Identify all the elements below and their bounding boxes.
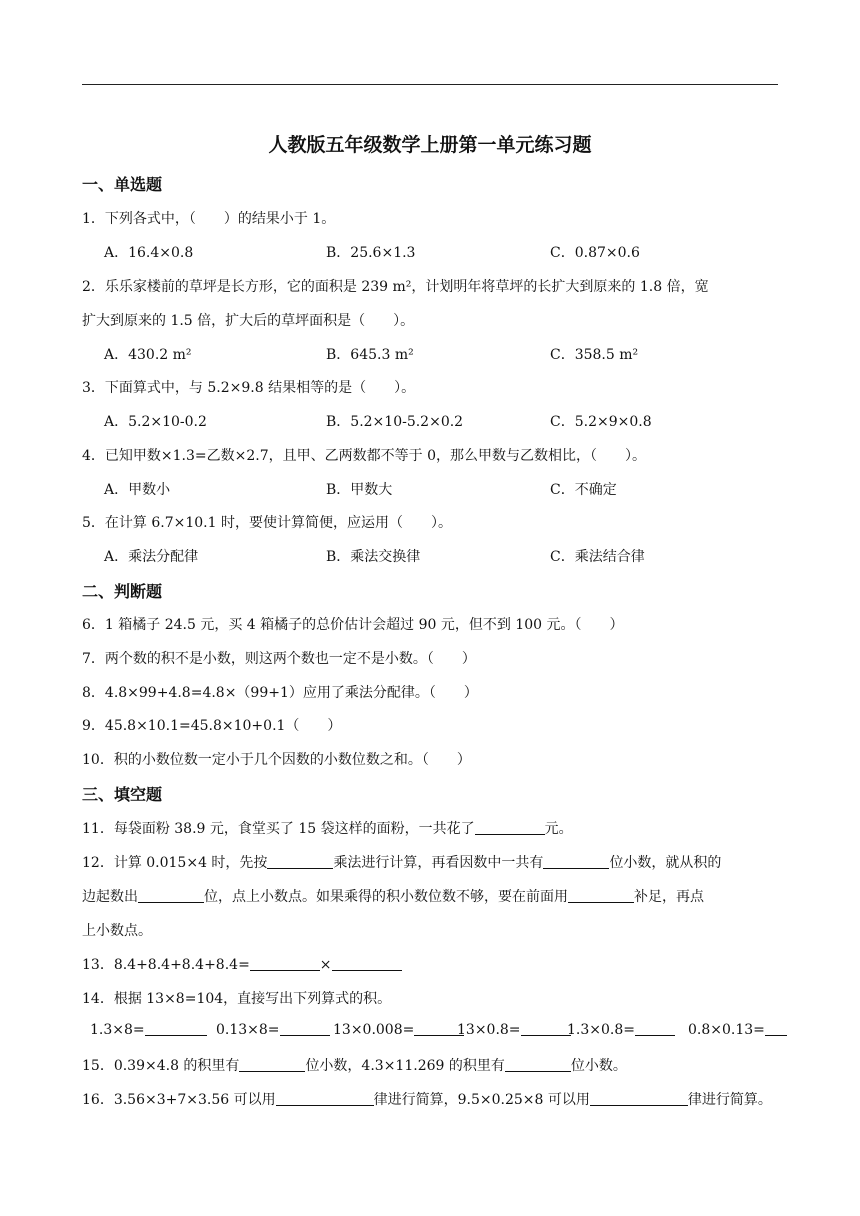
question-10: 10．积的小数位数一定小于几个因数的小数位数之和。（ ） — [82, 752, 471, 768]
question-16: 16．3.56×3+7×3.56 可以用 律进行简算，9.5×0.25×8 可以用 律进行简算。 — [82, 1092, 772, 1108]
option-a: A．乘法分配律 — [104, 549, 199, 565]
option-c: C．0.87×0.6 — [550, 245, 640, 261]
question-2-line-2: 扩大到原来的 1.5 倍，扩大后的草坪面积是（ ）。 — [82, 313, 415, 329]
option-c: C．不确定 — [550, 482, 617, 498]
question-12-line-2: 边起数出 位，点上小数点。如果乘得的积小数位数不够，要在前面用 补足，再点 — [82, 889, 704, 905]
answer-blank[interactable] — [505, 1057, 571, 1072]
option-a: A．甲数小 — [104, 482, 171, 498]
question-7: 7．两个数的积不是小数，则这两个数也一定不是小数。（ ） — [82, 651, 476, 667]
answer-blank[interactable] — [590, 1091, 688, 1106]
question-4: 4．已知甲数×1.3=乙数×2.7，且甲、乙两数都不等于 0，那么甲数与乙数相比，（ ）。 — [82, 448, 646, 464]
page-title: 人教版五年级数学上册第一单元练习题 — [268, 134, 592, 156]
question-15: 15．0.39×4.8 的积里有 位小数，4.3×11.269 的积里有 位小数。 — [82, 1058, 627, 1074]
answer-blank[interactable] — [267, 854, 333, 869]
answer-blank[interactable] — [568, 888, 634, 903]
answer-blank[interactable] — [138, 888, 204, 903]
option-a: A．430.2 m² — [104, 347, 192, 363]
section-heading-fill-blank: 三、填空题 — [82, 785, 163, 804]
question-3: 3．下面算式中，与 5.2×9.8 结果相等的是（ ）。 — [82, 380, 416, 396]
question-14: 14．根据 13×8=104，直接写出下列算式的积。 — [82, 991, 392, 1007]
answer-blank[interactable] — [543, 854, 609, 869]
answer-blank[interactable] — [145, 1021, 207, 1036]
question-9: 9．45.8×10.1=45.8×10+0.1（ ） — [82, 718, 342, 734]
answer-blank[interactable] — [276, 1091, 374, 1106]
answer-blank[interactable] — [635, 1021, 675, 1036]
question-1: 1．下列各式中，（ ）的结果小于 1。 — [82, 211, 336, 227]
answer-blank[interactable] — [280, 1021, 330, 1036]
header-rule — [82, 84, 778, 85]
question-5: 5．在计算 6.7×10.1 时，要使计算简便，应运用（ ）。 — [82, 515, 452, 531]
option-b: B．乘法交换律 — [326, 549, 421, 565]
question-12-line-1: 12．计算 0.015×4 时，先按 乘法进行计算，再看因数中一共有 位小数，就从积的 — [82, 855, 722, 871]
question-2-line-1: 2．乐乐家楼前的草坪是长方形，它的面积是 239 m²，计划明年将草坪的长扩大到原来的 1.8 倍，宽 — [82, 279, 709, 295]
option-a: A．5.2×10-0.2 — [104, 414, 207, 430]
option-b: B．5.2×10-5.2×0.2 — [326, 414, 464, 430]
answer-blank[interactable] — [332, 956, 402, 971]
option-a: A．16.4×0.8 — [104, 245, 194, 261]
answer-blank[interactable] — [475, 820, 545, 835]
answer-blank[interactable] — [765, 1021, 787, 1036]
option-c: C．5.2×9×0.8 — [550, 414, 652, 430]
question-8: 8．4.8×99+4.8=4.8×（99+1）应用了乘法分配律。（ ） — [82, 685, 478, 701]
section-heading-true-false: 二、判断题 — [82, 582, 163, 601]
question-6: 6．1 箱橘子 24.5 元，买 4 箱橘子的总价估计会超过 90 元，但不到 100 元。（ ） — [82, 617, 624, 633]
option-c: C．乘法结合律 — [550, 549, 645, 565]
option-b: B．25.6×1.3 — [326, 245, 416, 261]
answer-blank[interactable] — [239, 1057, 305, 1072]
question-11: 11．每袋面粉 38.9 元，食堂买了 15 袋这样的面粉，一共花了 元。 — [82, 821, 573, 837]
question-12-line-3: 上小数点。 — [82, 923, 152, 939]
option-b: B．甲数大 — [326, 482, 393, 498]
answer-blank[interactable] — [521, 1021, 571, 1036]
option-c: C．358.5 m² — [550, 347, 639, 363]
question-13: 13．8.4+8.4+8.4+8.4= × — [82, 954, 402, 974]
answer-blank[interactable] — [250, 956, 320, 971]
section-heading-single-choice: 一、单选题 — [82, 175, 163, 194]
option-b: B．645.3 m² — [326, 347, 414, 363]
